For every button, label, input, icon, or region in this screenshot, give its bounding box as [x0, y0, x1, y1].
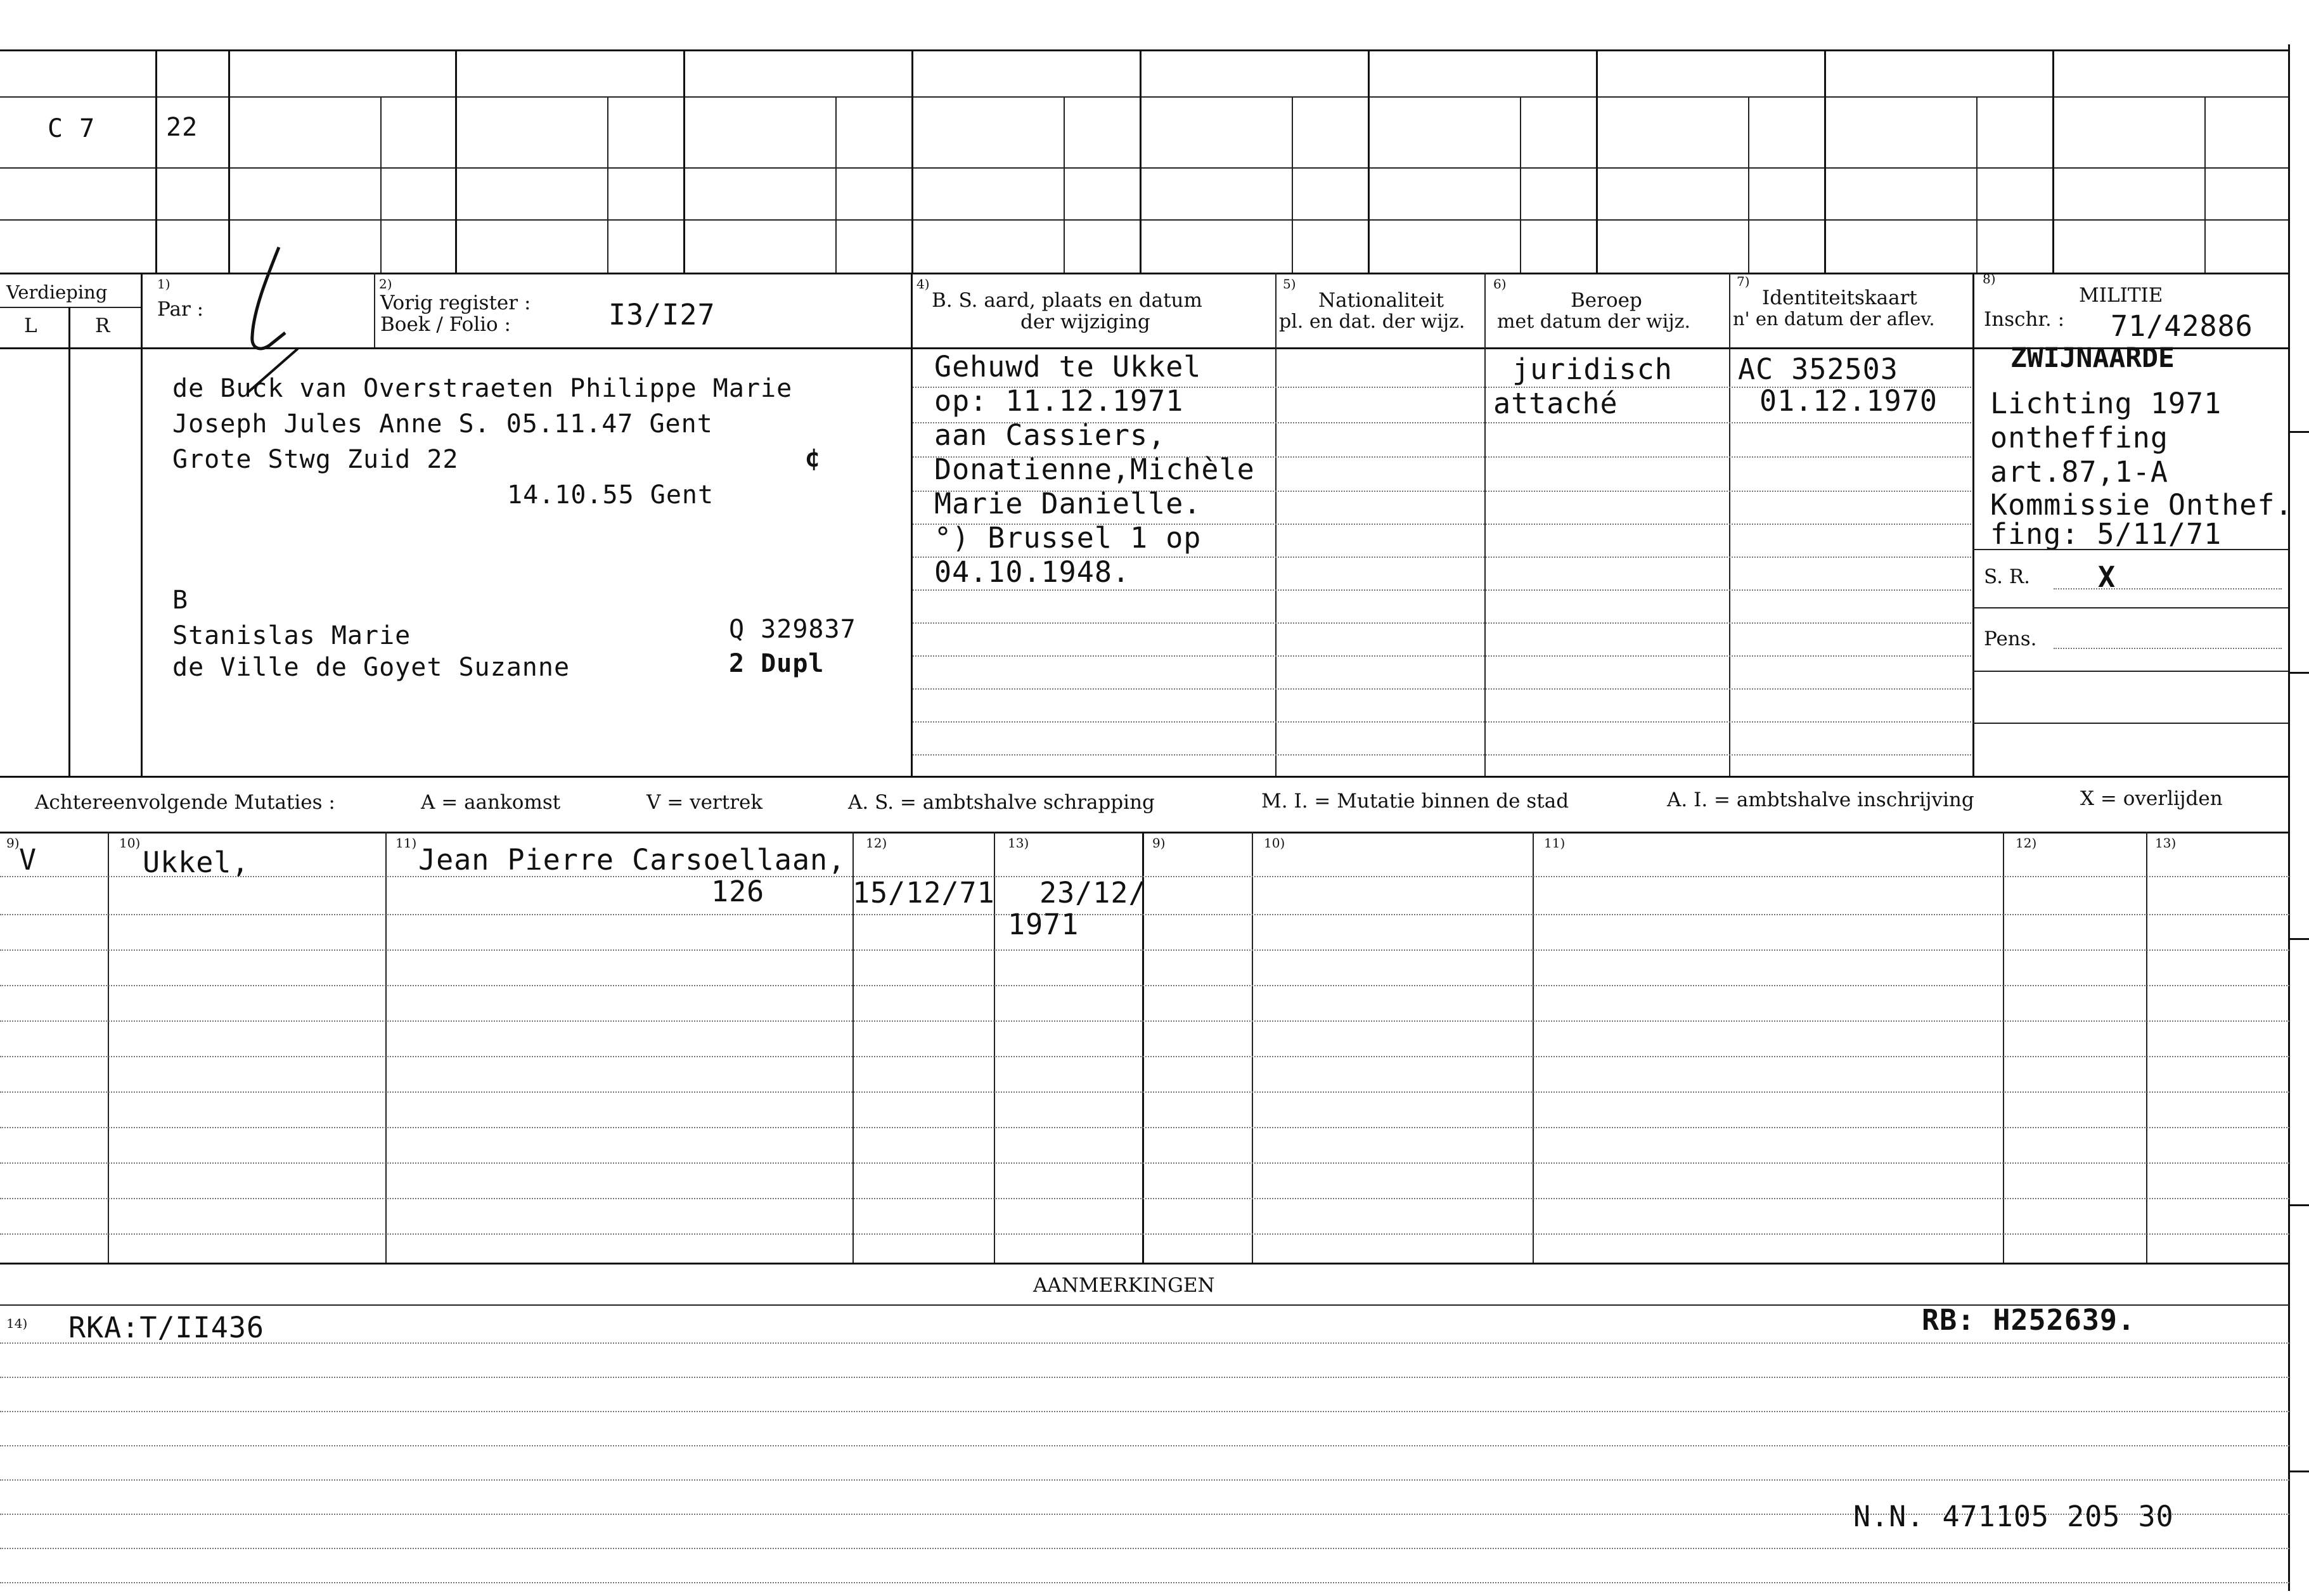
- dotted-line: [913, 589, 1971, 591]
- militie-line: Kommissie Onthef.: [1990, 488, 2293, 522]
- dotted-line: [913, 655, 1971, 657]
- edge-tick: [2289, 938, 2309, 940]
- dotted-line: [0, 1479, 2289, 1481]
- person-line: 14.10.55 Gent: [507, 480, 714, 510]
- inschr-value: 71/42886: [2111, 309, 2253, 343]
- civil-status-line: Donatienne,Michèle: [934, 453, 1255, 486]
- l-label: L: [24, 314, 37, 337]
- divider: [683, 49, 685, 273]
- divider: [0, 96, 2289, 98]
- field-number: 9): [1152, 835, 1166, 851]
- dotted-line: [0, 914, 2289, 915]
- edge-tick: [2289, 1471, 2309, 1472]
- dotted-line: [913, 622, 1971, 624]
- person-line: B: [172, 586, 189, 615]
- divider: [68, 307, 70, 776]
- dotted-line: [0, 1127, 2289, 1128]
- divider: [1976, 96, 1978, 273]
- divider: [1824, 49, 1826, 273]
- field-number: 8): [1983, 271, 1996, 286]
- dotted-line: [0, 1411, 2289, 1412]
- field-number: 6): [1493, 276, 1507, 292]
- identiteit-line1: Identiteitskaart: [1762, 286, 1917, 309]
- beroep-line1: Beroep: [1571, 289, 1642, 312]
- identity-date: 01.12.1970: [1759, 384, 1938, 418]
- field-number: 10): [1264, 835, 1285, 851]
- boek-folio-value: I3/I27: [608, 298, 716, 331]
- person-code: Q 329837: [729, 615, 856, 644]
- divider: [1520, 96, 1521, 273]
- par-handwritten-mark: [241, 241, 317, 393]
- inschr-label: Inschr. :: [1984, 308, 2065, 331]
- sr-label: S. R.: [1984, 565, 2031, 588]
- militie-line: fing: 5/11/71: [1990, 517, 2222, 551]
- field-number: 13): [1008, 835, 1029, 851]
- divider: [1972, 671, 2288, 672]
- divider: [607, 96, 608, 273]
- legend-item: A. I. = ambtshalve inschrijving: [1667, 788, 1974, 811]
- dotted-line: [0, 1342, 2289, 1344]
- field-number: 12): [2016, 835, 2037, 851]
- divider: [0, 1263, 2289, 1265]
- nationaliteit-line2: pl. en dat. der wijz.: [1279, 311, 1465, 333]
- divider: [1972, 549, 2288, 550]
- person-line: Grote Stwg Zuid 22: [172, 445, 459, 474]
- mutation-date-13-year: 1971: [1008, 908, 1079, 941]
- mutation-type: V: [19, 843, 37, 877]
- person-line: Joseph Jules Anne S. 05.11.47 Gent: [172, 409, 713, 439]
- civil-status-line: op: 11.12.1971: [934, 384, 1184, 418]
- dotted-line: [0, 1091, 2289, 1093]
- divider: [380, 96, 382, 273]
- civil-status-line: °) Brussel 1 op: [934, 521, 1202, 555]
- field-number: 13): [2155, 835, 2177, 851]
- identity-number: AC 352503: [1738, 352, 1898, 386]
- person-line: Stanislas Marie: [172, 621, 411, 650]
- remarks-rka: RKA:T/II436: [68, 1311, 265, 1344]
- card-code: C 7: [48, 114, 96, 143]
- pens-label: Pens.: [1984, 627, 2037, 650]
- divider: [228, 49, 230, 273]
- legend-item: V = vertrek: [646, 791, 763, 814]
- field-number: 11): [1544, 835, 1566, 851]
- divider: [0, 832, 2289, 833]
- dotted-line: [0, 1582, 2289, 1583]
- dotted-line: [0, 949, 2289, 951]
- divider: [155, 49, 157, 273]
- dotted-line: [0, 1445, 2289, 1446]
- dotted-line: [0, 1020, 2289, 1022]
- dotted-line: [0, 1548, 2289, 1549]
- card-number: 22: [166, 113, 198, 142]
- mutation-street: Jean Pierre Carsoellaan,: [418, 843, 846, 877]
- dotted-line: [0, 1162, 2289, 1164]
- divider: [0, 49, 2289, 51]
- field-number: 14): [6, 1316, 28, 1331]
- dotted-line: [913, 688, 1971, 690]
- divider: [1140, 49, 1142, 273]
- legend-title: Achtereenvolgende Mutaties :: [35, 791, 335, 814]
- dotted-line: [913, 754, 1971, 756]
- person-line: de Ville de Goyet Suzanne: [172, 653, 570, 682]
- divider: [1972, 607, 2288, 608]
- legend-item: X = overlijden: [2080, 787, 2223, 810]
- field-number: 1): [157, 276, 170, 292]
- field-number: 4): [917, 276, 930, 292]
- mutation-date-12: 15/12/71: [852, 876, 995, 910]
- divider: [374, 273, 375, 347]
- divider: [1368, 49, 1370, 273]
- dotted-line: [0, 1377, 2289, 1378]
- dotted-line: [0, 1198, 2289, 1199]
- vorig-register-label: Vorig register :: [380, 292, 531, 314]
- militie-line: art.87,1-A: [1990, 455, 2168, 489]
- person-line: de Buck van Overstraeten Philippe Marie: [172, 374, 793, 403]
- divider: [0, 167, 2289, 169]
- legend-item: A = aankomst: [421, 791, 561, 814]
- field-number: 12): [866, 835, 887, 851]
- edge-tick: [2289, 431, 2309, 433]
- dotted-line: [0, 1233, 2289, 1235]
- divider: [1972, 273, 1974, 776]
- civil-status-line: aan Cassiers,: [934, 418, 1166, 452]
- militie-label: MILITIE: [2079, 284, 2163, 307]
- divider: [1748, 96, 1749, 273]
- divider: [2052, 49, 2054, 273]
- divider: [0, 347, 2289, 349]
- par-label: Par :: [157, 298, 204, 321]
- bs-header-line2: der wijziging: [1020, 311, 1150, 333]
- remarks-title: AANMERKINGEN: [1033, 1274, 1215, 1297]
- divider: [911, 49, 913, 273]
- remarks-nn: N.N. 471105 205 30: [1853, 1500, 2174, 1533]
- civil-status-line: 04.10.1948.: [934, 555, 1131, 589]
- divider: [2204, 96, 2206, 273]
- mutation-date-13: 23/12/: [1039, 876, 1147, 910]
- beroep-value: juridisch: [1512, 352, 1673, 386]
- divider: [1064, 96, 1065, 273]
- field-number: 2): [379, 276, 392, 292]
- field-number: 10): [119, 835, 141, 851]
- militie-line: Lichting 1971: [1990, 387, 2222, 420]
- identiteit-line2: n' en datum der aflev.: [1733, 308, 1935, 330]
- field-number: 7): [1737, 274, 1750, 289]
- legend-item: M. I. = Mutatie binnen de stad: [1261, 790, 1569, 813]
- divider: [2288, 44, 2290, 1591]
- person-code: 2 Dupl: [729, 649, 825, 678]
- remarks-rb: RB: H252639.: [1922, 1303, 2136, 1337]
- divider: [0, 273, 2289, 274]
- civil-status-line: Marie Danielle.: [934, 487, 1202, 520]
- civil-status-line: Gehuwd te Ukkel: [934, 350, 1202, 383]
- dotted-line: [2054, 648, 2282, 649]
- boek-folio-label: Boek / Folio :: [380, 313, 511, 336]
- person-mark: ¢: [805, 444, 821, 473]
- divider: [455, 49, 457, 273]
- divider: [0, 219, 2289, 221]
- sr-value: X: [2098, 560, 2116, 594]
- mutation-house-number: 126: [711, 875, 765, 908]
- divider: [0, 307, 141, 308]
- bs-header-line1: B. S. aard, plaats en datum: [932, 289, 1202, 312]
- field-number: 9): [6, 835, 20, 851]
- edge-tick: [2289, 1204, 2309, 1206]
- dotted-line: [2054, 588, 2282, 589]
- field-number: 11): [396, 835, 417, 851]
- verdieping-label: Verdieping: [6, 281, 108, 303]
- divider: [141, 273, 143, 776]
- legend-item: A. S. = ambtshalve schrapping: [848, 791, 1155, 814]
- dotted-line: [0, 985, 2289, 986]
- beroep-line2: met datum der wijz.: [1497, 311, 1690, 333]
- dotted-line: [0, 1056, 2289, 1057]
- edge-tick: [2289, 672, 2309, 674]
- dotted-line: [913, 721, 1971, 723]
- field-number: 5): [1283, 276, 1296, 292]
- divider: [1596, 49, 1598, 273]
- divider: [0, 776, 2289, 778]
- divider: [835, 96, 837, 273]
- r-label: R: [95, 314, 110, 337]
- beroep-value: attaché: [1493, 387, 1618, 420]
- divider: [1292, 96, 1293, 273]
- mutation-place: Ukkel,: [143, 846, 250, 879]
- militie-place: ZWIJNAARDE: [2010, 342, 2175, 374]
- militie-line: ontheffing: [1990, 421, 2168, 454]
- nationaliteit-line1: Nationaliteit: [1318, 289, 1444, 312]
- divider: [1972, 723, 2288, 724]
